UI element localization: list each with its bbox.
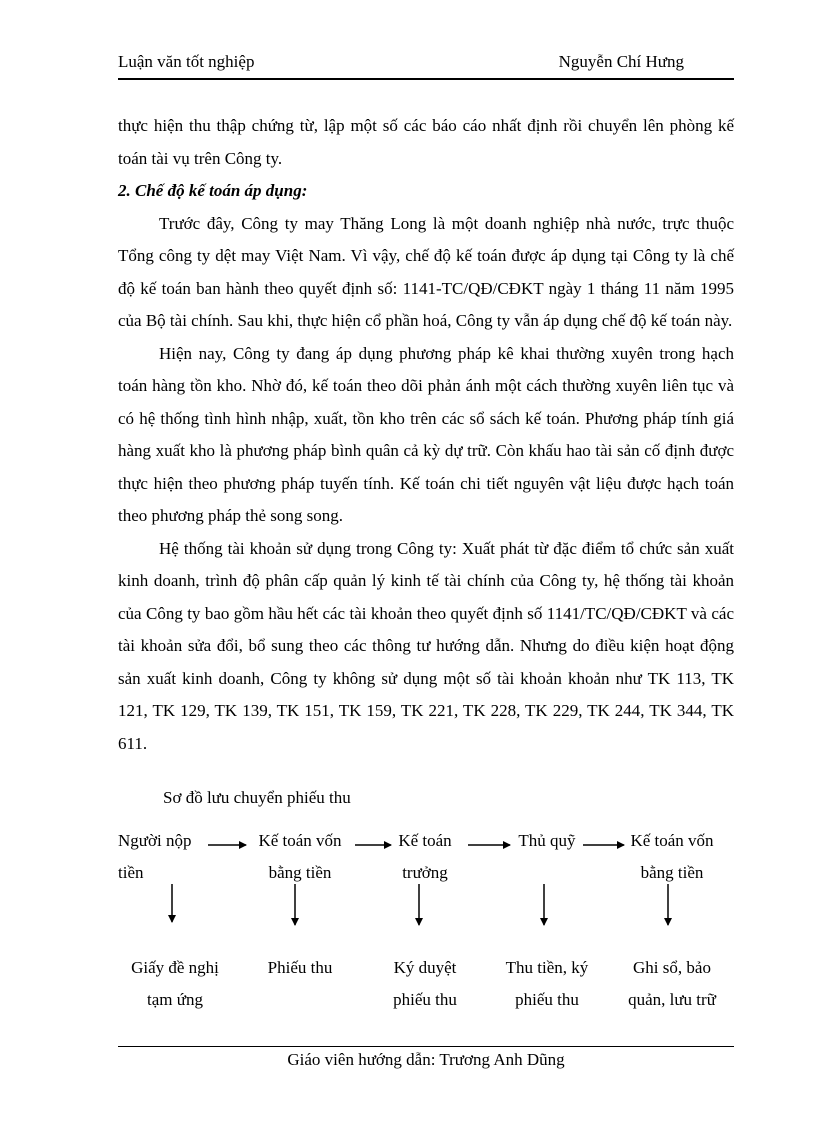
flow-node-top-line2: bằng tiền (640, 863, 704, 882)
paragraph-accounting-regime: Trước đây, Công ty may Thăng Long là một doanh nghiệp nhà nước, trực thuộc Tổng công ty dệt may Việt Nam. Vì vậy, chế độ kế toán được áp dụng tại Công ty là chế độ kế toán ban hành theo quyết định số: 1141-TC/QĐ/CĐKT ngày 1 tháng 11 năm 1995 của Bộ tài chính. Sau khi, thực hiện cổ phần hoá, Công ty vẫn áp dụng chế độ kế toán này. (118, 213, 734, 330)
flow-node-top-line1: Kế toán (398, 831, 452, 850)
flow-node-top-line2: trưởng (402, 863, 448, 882)
flow-doc-line2: phiếu thu (515, 990, 579, 1009)
header-thesis-label: Luận văn tốt nghiệp (118, 52, 255, 71)
flow-doc-line2: tạm ứng (147, 990, 203, 1009)
flow-node-top-line1: Kế toán vốn (258, 831, 342, 850)
paragraph-continuation: thực hiện thu thập chứng từ, lập một số các báo cáo nhất định rồi chuyển lên phòng kế toán tài vụ trên Công ty. (118, 116, 734, 168)
flow-doc-line1: Giấy đề nghị (131, 958, 219, 977)
flow-doc-line2: phiếu thu (393, 990, 457, 1009)
section-heading: 2. Chế độ kế toán áp dụng: (118, 181, 308, 200)
page-footer: Giáo viên hướng dẫn: Trương Anh Dũng (118, 1046, 734, 1070)
flow-node-top-line1: Kế toán vốn (630, 831, 714, 850)
flow-doc-line1: Ghi sổ, bảo (633, 958, 711, 977)
flow-doc-line1: Phiếu thu (267, 958, 333, 977)
flow-doc-line1: Thu tiền, ký (505, 958, 589, 977)
flow-node-top-line1: Người nộp (118, 831, 192, 850)
diagram-title: Sơ đồ lưu chuyển phiếu thu (163, 788, 351, 807)
flow-node-top-line2: bằng tiền (268, 863, 332, 882)
header-author: Nguyễn Chí Hưng (558, 52, 684, 71)
flow-doc-line2: quản, lưu trữ (628, 990, 716, 1009)
paragraph-account-system: Hệ thống tài khoản sử dụng trong Công ty: Xuất phát từ đặc điểm tổ chức sản xuất kinh doanh, trình độ phân cấp quản lý kinh tế tài chính của Công ty, hệ thống tài khoản của Công ty bao gồm hầu hết các tài khoản theo quyết định số 1141/TC/QĐ/CĐKT và các tài khoản sửa đổi, bổ sung theo các thông tư hướng dẫn. Nhưng do điều kiện hoạt động sản xuất kinh doanh, Công ty không sử dụng một số tài khoản khoản như TK 113, TK 121, TK 129, TK 139, TK 151, TK 159, TK 221, TK 228, TK 229, TK 244, TK 344, TK 611. (118, 538, 734, 753)
flow-node-top-line1: Thủ quỹ (518, 831, 576, 850)
flow-node-top-line2: tiền (118, 863, 144, 882)
paragraph-inventory-method: Hiện nay, Công ty đang áp dụng phương pháp kê khai thường xuyên trong hạch toán hàng tồn kho. Nhờ đó, kế toán theo dõi phản ánh một cách thường xuyên liên tục và có hệ thống tình hình nhập, xuất, tồn kho trên các sổ sách kế toán. Phương pháp tính giá hàng xuất kho là phương pháp bình quân cả kỳ dự trữ. Còn khấu hao tài sản cố định được thực hiện theo phương pháp tuyến tính. Kế toán chi tiết nguyên vật liệu được hạch toán theo phương pháp thẻ song song. (118, 343, 734, 525)
flow-doc-line1: Ký duyệt (393, 958, 457, 977)
